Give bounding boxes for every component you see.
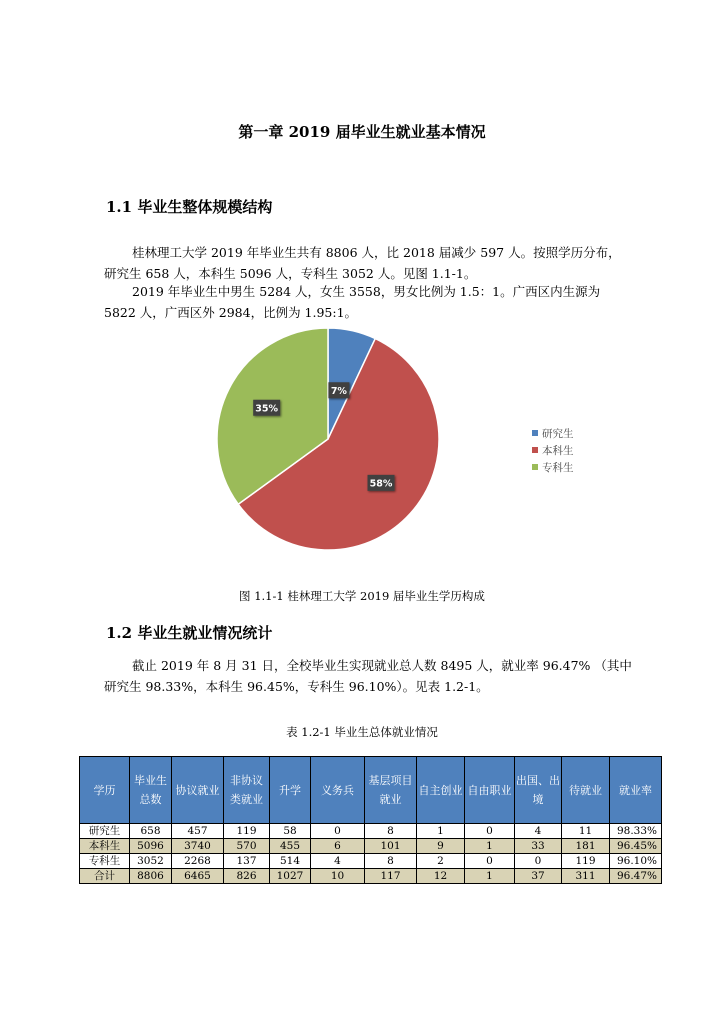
table-cell: 514 xyxy=(270,854,311,869)
header-cell: 就业率 xyxy=(610,757,662,824)
table-cell: 1 xyxy=(465,839,515,854)
table-cell: 11 xyxy=(562,824,610,839)
table-cell: 311 xyxy=(562,869,610,884)
legend-label: 专科生 xyxy=(542,462,574,474)
table-cell: 137 xyxy=(224,854,270,869)
table-cell: 2 xyxy=(417,854,465,869)
chapter-title: 第一章 2019 届毕业生就业基本情况 xyxy=(238,123,486,141)
header-cell: 义务兵 xyxy=(311,757,365,824)
table-cell: 专科生 xyxy=(80,854,130,869)
table-cell: 37 xyxy=(515,869,562,884)
table-cell: 1 xyxy=(417,824,465,839)
table-cell: 6465 xyxy=(172,869,224,884)
table-row xyxy=(80,839,662,854)
header-cell: 自由职业 xyxy=(465,757,515,824)
table-cell: 570 xyxy=(224,839,270,854)
table-cell: 合计 xyxy=(80,869,130,884)
table-cell: 33 xyxy=(515,839,562,854)
header-cell: 自主创业 xyxy=(417,757,465,824)
paragraph-gender-origin: 2019 年毕业生中男生 5284 人，女生 3558，男女比例为 1.5：1。广西区内生源为 5822 人，广西区外 2984，比例为 1.95:1。 xyxy=(104,284,601,320)
pie-label-text: 58% xyxy=(369,478,393,490)
employment-table-wrap xyxy=(79,756,662,884)
table-cell: 119 xyxy=(562,854,610,869)
table-cell: 455 xyxy=(270,839,311,854)
table-cell: 0 xyxy=(515,854,562,869)
table-cell: 96.47% xyxy=(610,869,662,884)
pie-data-label xyxy=(328,382,349,398)
table-cell: 0 xyxy=(465,854,515,869)
table-cell: 117 xyxy=(365,869,417,884)
table-cell: 5096 xyxy=(130,839,172,854)
table-cell: 2268 xyxy=(172,854,224,869)
pie-label-text: 35% xyxy=(255,403,279,415)
table-cell: 1027 xyxy=(270,869,311,884)
table-row xyxy=(80,854,662,869)
table-cell: 研究生 xyxy=(80,824,130,839)
figure-caption: 图 1.1-1 桂林理工大学 2019 届毕业生学历构成 xyxy=(239,589,485,603)
table-cell: 98.33% xyxy=(610,824,662,839)
paragraph-graduate-scale: 桂林理工大学 2019 年毕业生共有 8806 人，比 2018 届减少 597 人。按照学历分布，研究生 658 人，本科生 5096 人，专科生 3052 人。见图 1.1-1。 xyxy=(104,245,621,281)
table-cell: 96.45% xyxy=(610,839,662,854)
table-cell: 101 xyxy=(365,839,417,854)
table-cell: 3740 xyxy=(172,839,224,854)
table-cell: 96.10% xyxy=(610,854,662,869)
header-cell: 学历 xyxy=(80,757,130,824)
header-cell: 基层项目就业 xyxy=(365,757,417,824)
table-cell: 12 xyxy=(417,869,465,884)
table-cell: 457 xyxy=(172,824,224,839)
table-cell: 8 xyxy=(365,824,417,839)
header-cell: 协议就业 xyxy=(172,757,224,824)
table-cell: 8 xyxy=(365,854,417,869)
legend-swatch xyxy=(532,447,538,453)
pie-chart xyxy=(210,320,610,560)
header-cell: 升学 xyxy=(270,757,311,824)
table-cell: 1 xyxy=(465,869,515,884)
paragraph-employment-rate: 截止 2019 年 8 月 31 日，全校毕业生实现就业总人数 8495 人，就业率 96.47% （其中研究生 98.33%，本科生 96.45%，专科生 96.10%）。见表 1.2-1。 xyxy=(104,658,632,694)
table-cell: 0 xyxy=(465,824,515,839)
header-cell: 出国、出境 xyxy=(515,757,562,824)
table-cell: 3052 xyxy=(130,854,172,869)
table-cell: 本科生 xyxy=(80,839,130,854)
table-cell: 9 xyxy=(417,839,465,854)
employment-table xyxy=(79,756,662,884)
table-cell: 0 xyxy=(311,824,365,839)
header-cell: 非协议类就业 xyxy=(224,757,270,824)
table-cell: 119 xyxy=(224,824,270,839)
table-cell: 4 xyxy=(311,854,365,869)
header-cell: 待就业 xyxy=(562,757,610,824)
table-cell: 10 xyxy=(311,869,365,884)
table-cell: 658 xyxy=(130,824,172,839)
table-cell: 58 xyxy=(270,824,311,839)
legend-label: 研究生 xyxy=(542,428,574,440)
section-title-1-2: 1.2 毕业生就业情况统计 xyxy=(106,624,273,642)
legend-label: 本科生 xyxy=(542,445,574,457)
table-cell: 826 xyxy=(224,869,270,884)
table-cell: 181 xyxy=(562,839,610,854)
table-cell: 6 xyxy=(311,839,365,854)
pie-data-label xyxy=(253,400,280,416)
table-row xyxy=(80,824,662,839)
table-caption: 表 1.2-1 毕业生总体就业情况 xyxy=(286,725,438,739)
table-row xyxy=(80,869,662,884)
table-cell: 4 xyxy=(515,824,562,839)
legend-swatch xyxy=(532,464,538,470)
table-cell: 8806 xyxy=(130,869,172,884)
header-cell: 毕业生总数 xyxy=(130,757,172,824)
pie-data-label xyxy=(368,475,395,491)
section-title-1-1: 1.1 毕业生整体规模结构 xyxy=(106,198,273,216)
pie-label-text: 7% xyxy=(330,385,347,397)
table-header-row xyxy=(80,757,662,824)
legend-swatch xyxy=(532,430,538,436)
